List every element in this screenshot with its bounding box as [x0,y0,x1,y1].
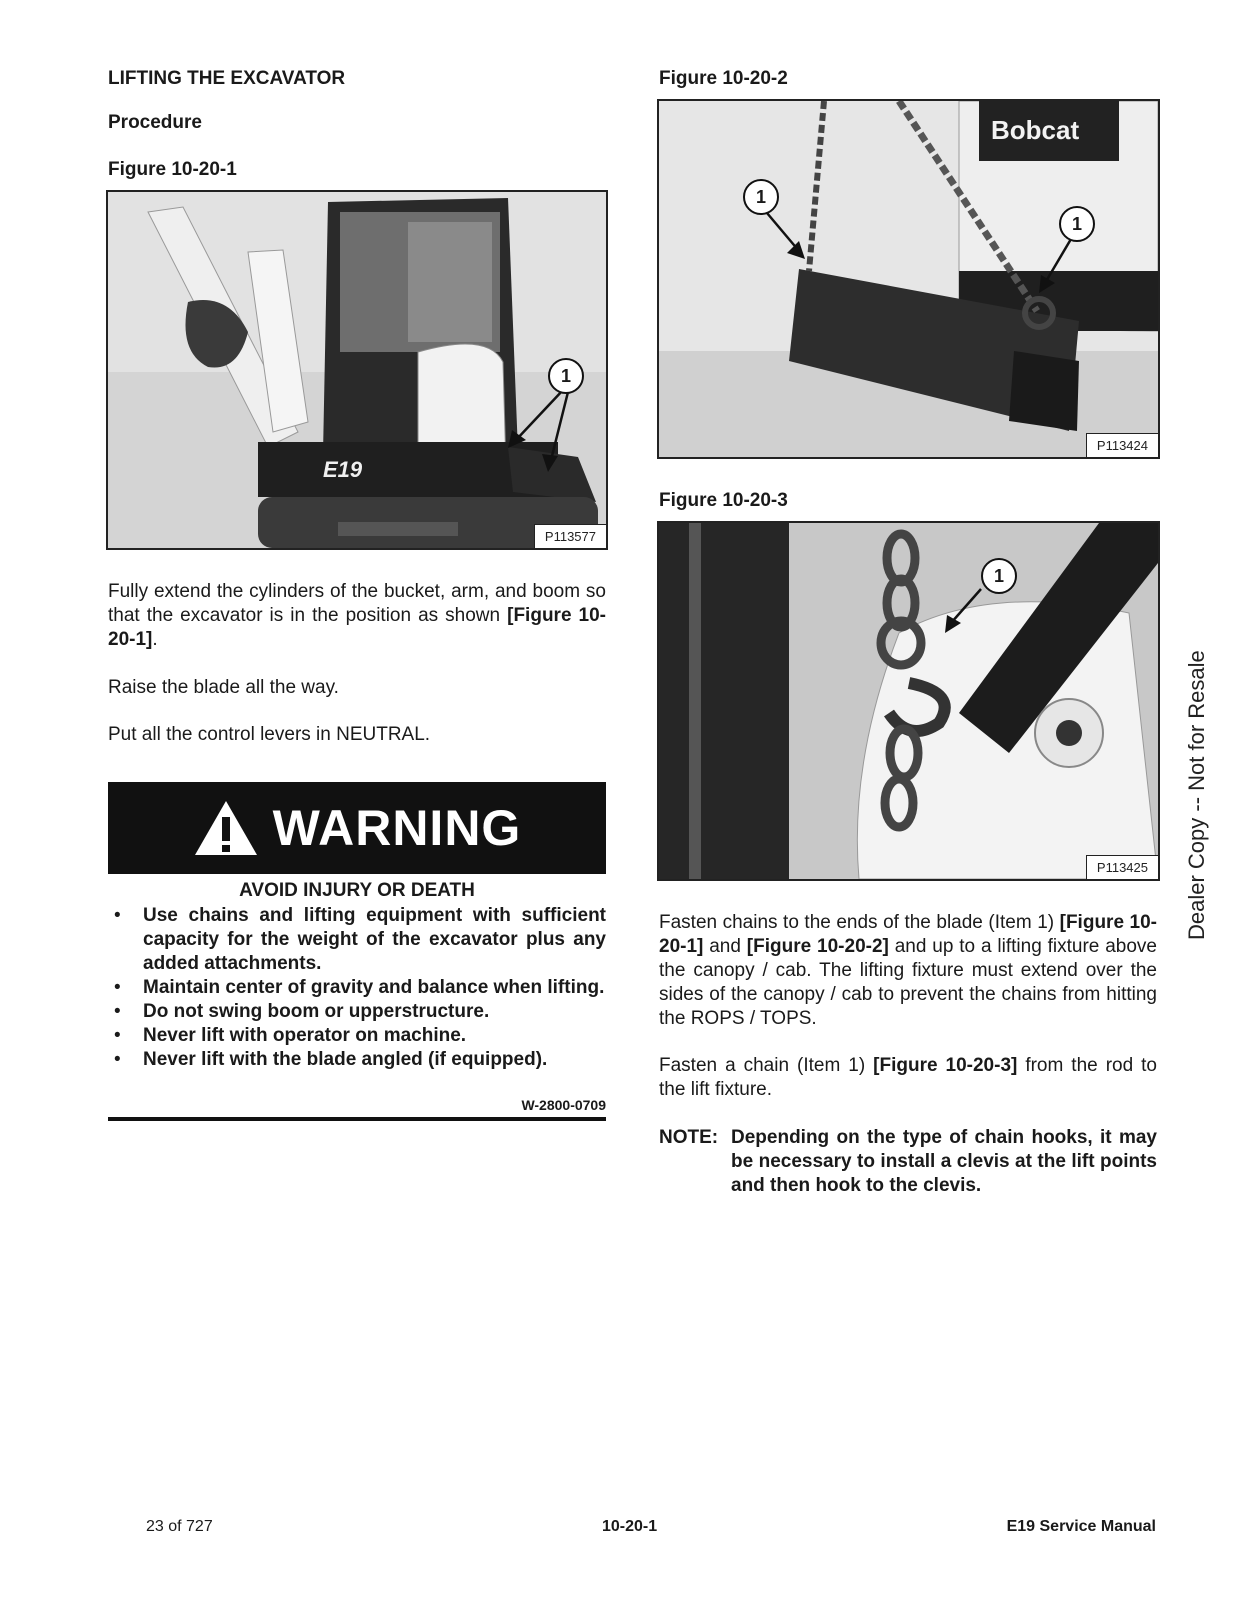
warning-item: • Never lift with operator on machine. [108,1024,606,1048]
paragraph-extend-cylinders: Fully extend the cylinders of the bucket, arm, and boom so that the excavator is in the position as shown [Figure 10-20-1]. [108,581,606,650]
warning-title: AVOID INJURY OR DEATH [239,880,475,901]
bobcat-brand-text: Bobcat [991,115,1080,145]
warning-word: WARNING [272,800,522,856]
paragraph-fasten-rod: Fasten a chain (Item 1) [Figure 10-20-3] from the rod to the lift fixture. [659,1055,1157,1100]
footer-section: 10-20-1 [602,1518,658,1535]
note-text: Depending on the type of chain hooks, it may be necessary to install a clevis at the lift points and then hook to the clevis. [731,1127,1157,1196]
note-label: NOTE: [659,1127,719,1148]
procedure-subheading: Procedure [108,112,202,133]
warning-item: • Never lift with the blade angled (if equipped). [108,1048,606,1072]
page-heading: LIFTING THE EXCAVATOR [108,68,346,89]
warning-code: W-2800-0709 [521,1097,606,1113]
figure-2-photo [657,99,1160,459]
figure-1-label: Figure 10-20-1 [108,159,237,180]
warning-triangle-icon [193,799,259,857]
figure-3-callout: 1 [981,558,1017,594]
figure-2-callout-left: 1 [743,179,779,215]
figure-3-photo [657,521,1160,881]
warning-item: • Maintain center of gravity and balance when lifting. [108,976,606,1000]
warning-list [108,904,606,1072]
figure-1-callout: 1 [548,358,584,394]
figure-2-photo-id: P113424 [1086,433,1158,457]
figure-1-photo-id: P113577 [534,524,606,548]
figure-1-photo [106,190,608,550]
warning-item: • Do not swing boom or upperstructure. [108,1000,606,1024]
note-block [659,1126,1157,1198]
paragraph-fasten-chains: Fasten chains to the ends of the blade (Item 1) [Figure 10-20-1] and [Figure 10-20-2] and up to a lifting fixture above the canopy / cab. The lifting fixture must extend over the sides of the canopy / cab to prevent the chains from hitting the ROPS / TOPS. [659,912,1158,1029]
paragraph-raise-blade: Raise the blade all the way. [108,677,339,698]
figure-2-callout-right: 1 [1059,206,1095,242]
figure-3-label: Figure 10-20-3 [659,490,788,511]
warning-item: • Use chains and lifting equipment with sufficient capacity for the weight of the excavator plus any added attachments. [108,904,606,976]
paragraph-neutral: Put all the control levers in NEUTRAL. [108,724,431,745]
e19-logo-text: E19 [323,457,363,482]
warning-divider [108,1117,606,1121]
footer-page-count: 23 of 727 [146,1518,213,1535]
figure-3-photo-id: P113425 [1086,855,1158,879]
warning-banner [108,782,606,874]
figure-2-label: Figure 10-20-2 [659,68,788,89]
dealer-copy-watermark: Dealer Copy -- Not for Resale [1184,650,1209,940]
footer-manual-title: E19 Service Manual [1006,1518,1156,1535]
